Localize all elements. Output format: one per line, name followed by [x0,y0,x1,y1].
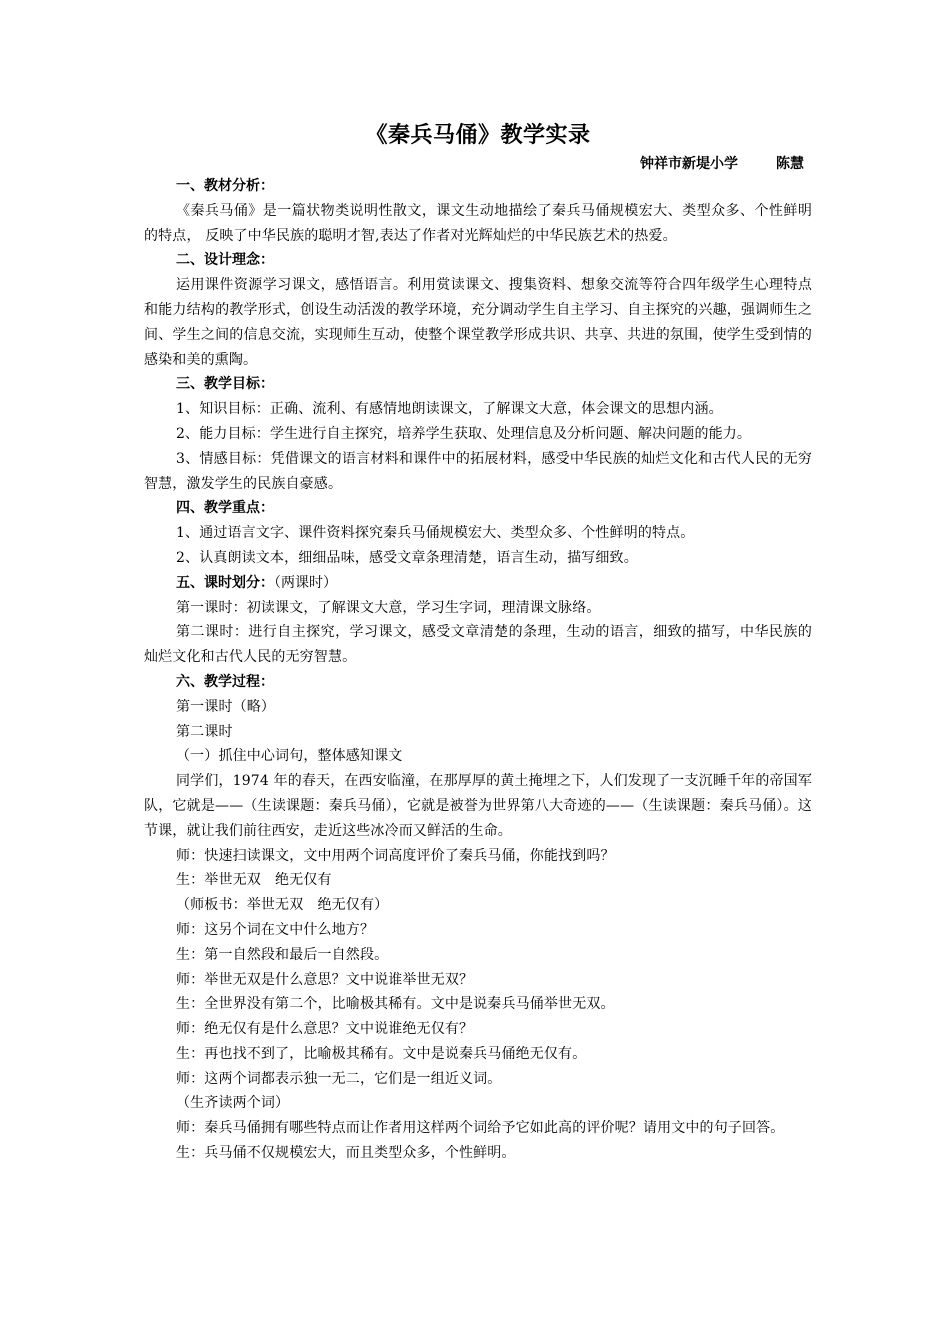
section-heading-text: 五、课时划分： [176,574,274,591]
paragraph: 《秦兵马俑》是一篇状物类说明性散文，课文生动地描绘了秦兵马俑规模宏大、类型众多、个性鲜明的特点， 反映了中华民族的聪明才智,表达了作者对光辉灿烂的中华民族艺术的热爱。 [144,202,812,244]
dialogue-line: 师：举世无双是什么意思？文中说谁举世无双？ [176,971,474,988]
dialogue-line: 师：绝无仅有是什么意思？文中说谁绝无仅有？ [176,1021,474,1038]
paragraph: 第二课时 [176,723,233,740]
author-name: 陈慧 [776,156,804,172]
section-heading [144,571,812,596]
dialogue-line: 生：兵马俑不仅规模宏大，而且类型众多，个性鲜明。 [176,1145,516,1162]
paragraph: 第二课时：进行自主探究，学习课文，感受文章清楚的条理，生动的语言，细致的描写，中华民族的灿烂文化和古代人民的无穷智慧。 [144,624,812,666]
dialogue-line: 生：再也找不到了，比喻极其稀有。文中是说秦兵马俑绝无仅有。 [176,1045,587,1062]
section-heading: 二、设计理念： [176,252,274,269]
subsection-heading: （一）抓住中心词句，整体感知课文 [176,748,403,765]
author-school: 钟祥市新堤小学 [640,156,738,172]
section-heading: 六、教学过程： [176,673,274,690]
paragraph: 1、知识目标：正确、流利、有感情地朗读课文，了解课文大意，体会课文的思想内涵。 [176,401,723,418]
dialogue-line: 师：秦兵马俑拥有哪些特点而让作者用这样两个词给予它如此高的评价呢？请用文中的句子回答。 [176,1120,785,1137]
author-line [144,154,804,174]
paragraph: 第一课时（略） [176,698,276,715]
dialogue-line: 师：快速扫读课文，文中用两个词高度评价了秦兵马俑，你能找到吗？ [176,847,615,864]
paragraph: 2、认真朗读文本，细细品味，感受文章条理清楚，语言生动，描写细致。 [176,549,638,566]
dialogue-line: 生：第一自然段和最后一自然段。 [176,946,389,963]
document-title: 《秦兵马俑》教学实录 [365,123,591,148]
section-heading: 四、教学重点： [176,500,274,517]
dialogue-line: 师：这另个词在文中什么地方？ [176,921,375,938]
section-heading-note: （两课时） [274,574,337,591]
section-heading: 一、教材分析： [176,178,274,194]
dialogue-line: 生：全世界没有第二个，比喻极其稀有。文中是说秦兵马俑举世无双。 [176,996,615,1013]
paragraph: 3、情感目标：凭借课文的语言材料和课件中的拓展材料，感受中华民族的灿烂文化和古代人民的无穷智慧，激发学生的民族自豪感。 [144,450,812,492]
dialogue-line: （师板书：举世无双 绝无仅有） [176,897,389,914]
dialogue-line: 师：这两个词都表示独一无二，它们是一组近义词。 [176,1070,502,1087]
paragraph: 运用课件资源学习课文，感悟语言。利用赏读课文、搜集资料、想象交流等符合四年级学生心理特点和能力结构的教学形式，创设生动活泼的教学环境，充分调动学生自主学习、自主探究的兴趣，强调师生之间、学生之间的信息交流，实现师生互动，使整个课堂教学形成共识、共享、共进的氛围，使学生受到情的感染和美的熏陶。 [144,277,812,368]
paragraph: 第一课时：初读课文，了解课文大意，学习生字词，理清课文脉络。 [176,599,601,616]
paragraph: 同学们，1974 年的春天，在西安临潼，在那厚厚的黄土掩埋之下，人们发现了一支沉睡千年的帝国军队，它就是——（生读课题：秦兵马俑），它就是被誉为世界第八大奇迹的——（生读课题：秦兵马俑）。这节课，就让我们前往西安，走近这些冰冷而又鲜活的生命。 [144,773,812,839]
section-heading: 三、教学目标： [176,376,274,393]
dialogue-line: （生齐读两个词） [176,1095,290,1112]
paragraph: 2、能力目标：学生进行自主探究，培养学生获取、处理信息及分析问题、解决问题的能力。 [176,425,752,442]
paragraph: 1、通过语言文字、课件资料探究秦兵马俑规模宏大、类型众多、个性鲜明的特点。 [176,525,695,542]
dialogue-line: 生：举世无双 绝无仅有 [176,872,332,889]
document-page [144,118,812,1166]
